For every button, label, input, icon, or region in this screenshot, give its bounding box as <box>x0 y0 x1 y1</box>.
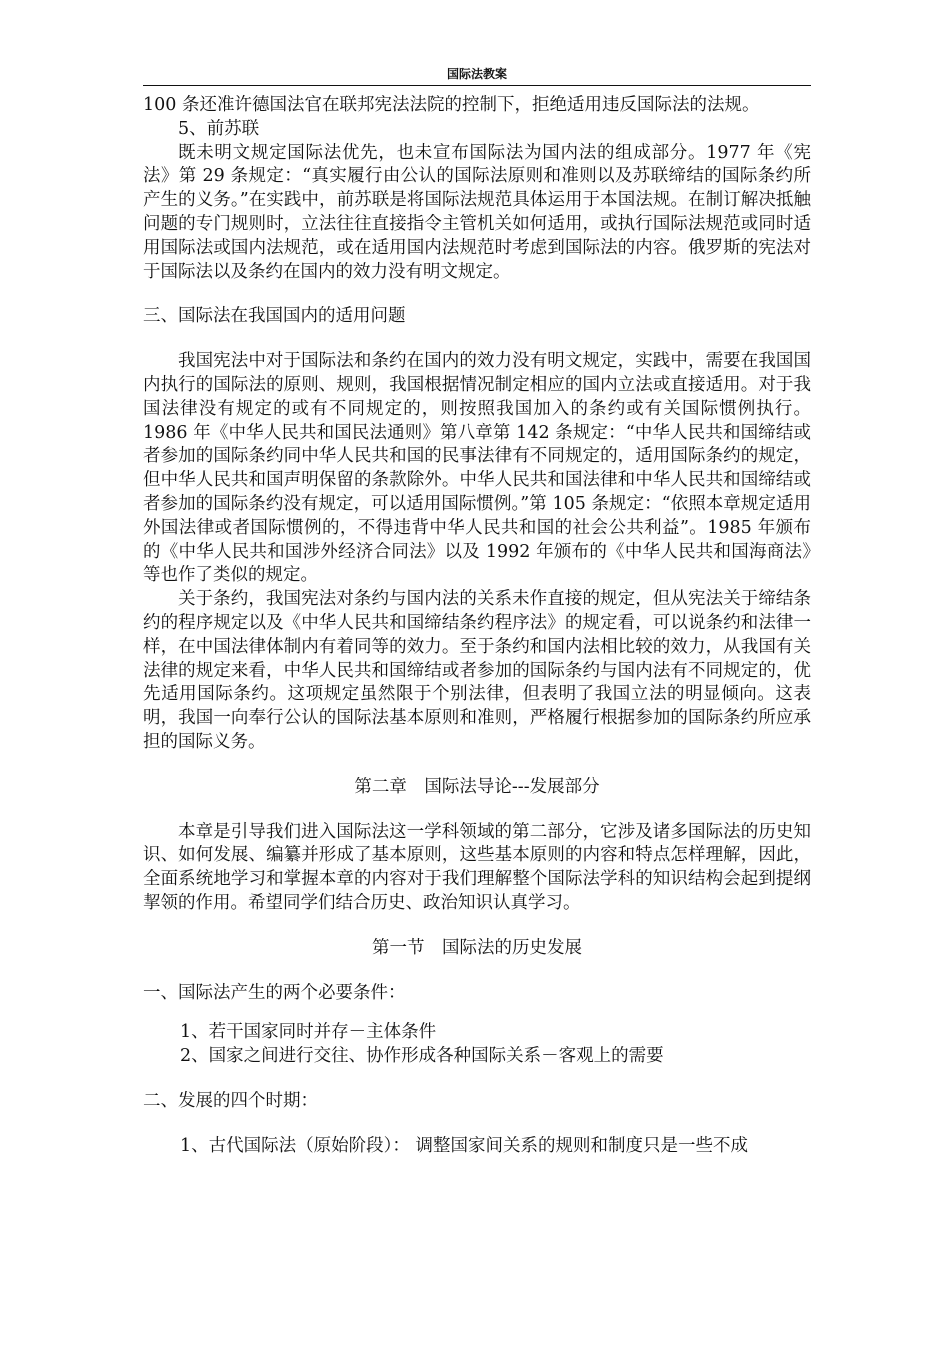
chapter-title: 第二章 国际法导论---发展部分 <box>354 776 600 797</box>
paragraph-treaties: 关于条约，我国宪法对条约与国内法的关系未作直接的规定，但从宪法关于缔结条约的程序规定以及《中华人民共和国缔结条约程序法》的规定看，可以说条约和法律一样，在中国法律体制内有着同等的效力。至于条约和国内法相比较的效力，从我国有关法律的规定来看，中华人民共和国缔结或者参加的国际条约与国内法有不同规定的，优先适用国际条约。这项规定虽然限于个别法律，但表明了我国立法的明显倾向。这表明，我国一向奉行公认的国际法基本原则和准则，严格履行根据参加的国际条约所应承担的国际义务。 <box>143 589 811 752</box>
heading-necessary-conditions: 一、国际法产生的两个必要条件： <box>143 982 406 1003</box>
section-heading-china-application: 三、国际法在我国国内的适用问题 <box>143 306 406 327</box>
paragraph-chapter-intro: 本章是引导我们进入国际法这一学科领域的第二部分，它涉及诸多国际法的历史知识、如何发展、编纂并形成了基本原则，这些基本原则的内容和特点怎样理解，因此，全面系统地学习和掌握本章的内容对于我们理解整个国际法学科的知识结构会起到提纲挈领的作用。希望同学们结合历史、政治知识认真学习。 <box>143 821 811 913</box>
paragraph-china-constitution: 我国宪法中对于国际法和条约在国内的效力没有明文规定，实践中，需要在我国国内执行的国际法的原则、规则，我国根据情况制定相应的国内立法或直接适用。对于我国法律没有规定的或有不同规定的，则按照我国加入的条约或有关国际惯例执行。1986 年《中华人民共和国民法通则》第八章第 142 条规定：“中华人民共和国缔结或者参加的国际条约同中华人民共和国的民事法律有不同规定的，适用国际条约的规定，但中华人民共和国声明保留的条款除外。中华人民共和国法律和中华人民共和国缔结或者参加的国际条约没有规定，可以适用国际惯例。”第 105 条规定：“依照本章规定适用外国法律或者国际惯例的，不得违背中华人民共和国的社会公共利益”。1985 年颁布的《中华人民共和国涉外经济合同法》以及 1992 年颁布的《中华人民共和国海商法》等也作了类似的规定。 <box>143 351 811 586</box>
list-item-period-1: 1、古代国际法（原始阶段）： 调整国家间关系的规则和制度只是一些不成 <box>180 1135 748 1156</box>
document-body <box>143 94 811 1158</box>
subheading-soviet-union: 5、前苏联 <box>178 118 260 139</box>
list-item-condition-1: 1、若干国家同时并存－主体条件 <box>180 1022 437 1043</box>
document-page <box>143 64 811 1158</box>
running-header: 国际法教案 <box>143 64 811 86</box>
list-item-condition-2: 2、国家之间进行交往、协作形成各种国际关系－客观上的需要 <box>180 1046 664 1067</box>
heading-development-periods: 二、发展的四个时期： <box>143 1090 318 1111</box>
paragraph-soviet-union: 既未明文规定国际法优先，也未宣布国际法为国内法的组成部分。1977 年《宪法》第 29 条规定：“真实履行由公认的国际法原则和准则以及苏联缔结的国际条约所产生的义务。”在实践中，前苏联是将国际法规范具体运用于本国法规。在制订解决抵触问题的专门规则时，立法往往直接指令主管机关如何适用，或执行国际法规范或同时适用国际法或国内法规范，或在适用国内法规范时考虑到国际法的内容。俄罗斯的宪法对于国际法以及条约在国内的效力没有明文规定。 <box>143 142 811 282</box>
paragraph-continued: 100 条还准许德国法官在联邦宪法法院的控制下，拒绝适用违反国际法的法规。 <box>143 95 760 115</box>
section-title: 第一节 国际法的历史发展 <box>372 937 582 958</box>
